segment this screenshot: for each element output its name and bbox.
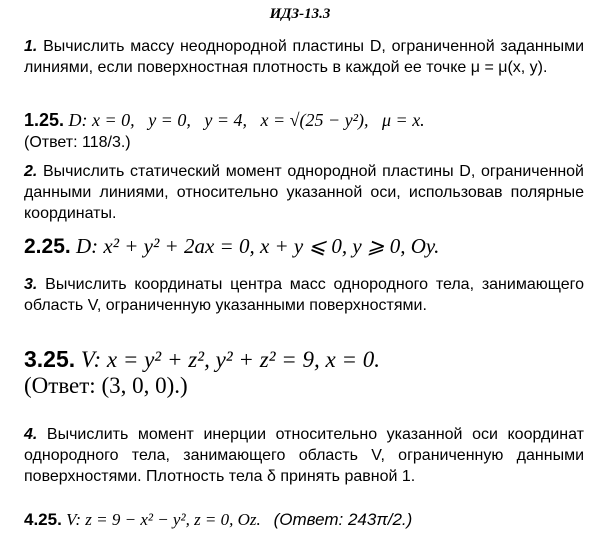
item-4-25-label: 4.25. bbox=[24, 510, 62, 529]
task-3-number: 3. bbox=[24, 276, 38, 293]
task-4-paragraph bbox=[24, 424, 584, 487]
task-4-text: Вычислить момент инерции относительно указанной оси координат однородного тела, занимающего область V, ограниченную данными поверхностями. Плотность тела δ принять равной 1. bbox=[24, 426, 584, 485]
task-3-paragraph bbox=[24, 274, 584, 316]
task-1-number: 1. bbox=[24, 38, 38, 55]
page-title: ИДЗ-13.3 bbox=[269, 6, 331, 22]
item-4-25 bbox=[24, 510, 412, 530]
item-1-25 bbox=[24, 110, 425, 152]
task-1-paragraph bbox=[24, 36, 584, 78]
task-1-text: Вычислить массу неоднородной пластины D, ограниченной заданными линиями, если поверхностная плотность в каждой ее точке μ = μ(x, y). bbox=[24, 38, 584, 76]
item-2-25-label: 2.25. bbox=[24, 235, 71, 258]
item-3-25-label: 3.25. bbox=[24, 346, 76, 372]
item-3-25-answer: (Ответ: (3, 0, 0).) bbox=[24, 373, 188, 398]
item-1-25-answer: (Ответ: 118/3.) bbox=[24, 134, 131, 151]
task-2-text: Вычислить статический момент однородной пластины D, ограниченной данными линиями, относительно указанной оси, использовав полярные координаты. bbox=[24, 163, 584, 222]
item-4-25-answer: (Ответ: 243π/2.) bbox=[273, 510, 413, 529]
item-3-25-formula: V: x = y² + z², y² + z² = 9, x = 0. bbox=[80, 347, 381, 372]
item-1-25-formula: D: x = 0, y = 0, y = 4, x = √(25 − y²), μ = x. bbox=[68, 110, 425, 130]
item-1-25-label: 1.25. bbox=[24, 110, 65, 130]
item-2-25-formula: D: x² + y² + 2ax = 0, x + y ⩽ 0, y ⩾ 0, Oy. bbox=[75, 234, 440, 258]
item-3-25 bbox=[24, 346, 380, 399]
task-3-text: Вычислить координаты центра масс однородного тела, занимающего область V, ограниченную указанными поверхностями. bbox=[24, 276, 584, 314]
task-2-number: 2. bbox=[24, 163, 38, 180]
task-2-paragraph bbox=[24, 161, 584, 224]
item-4-25-formula: V: z = 9 − x² − y², z = 0, Oz. bbox=[66, 510, 261, 529]
task-4-number: 4. bbox=[24, 426, 38, 443]
item-2-25 bbox=[24, 234, 439, 259]
